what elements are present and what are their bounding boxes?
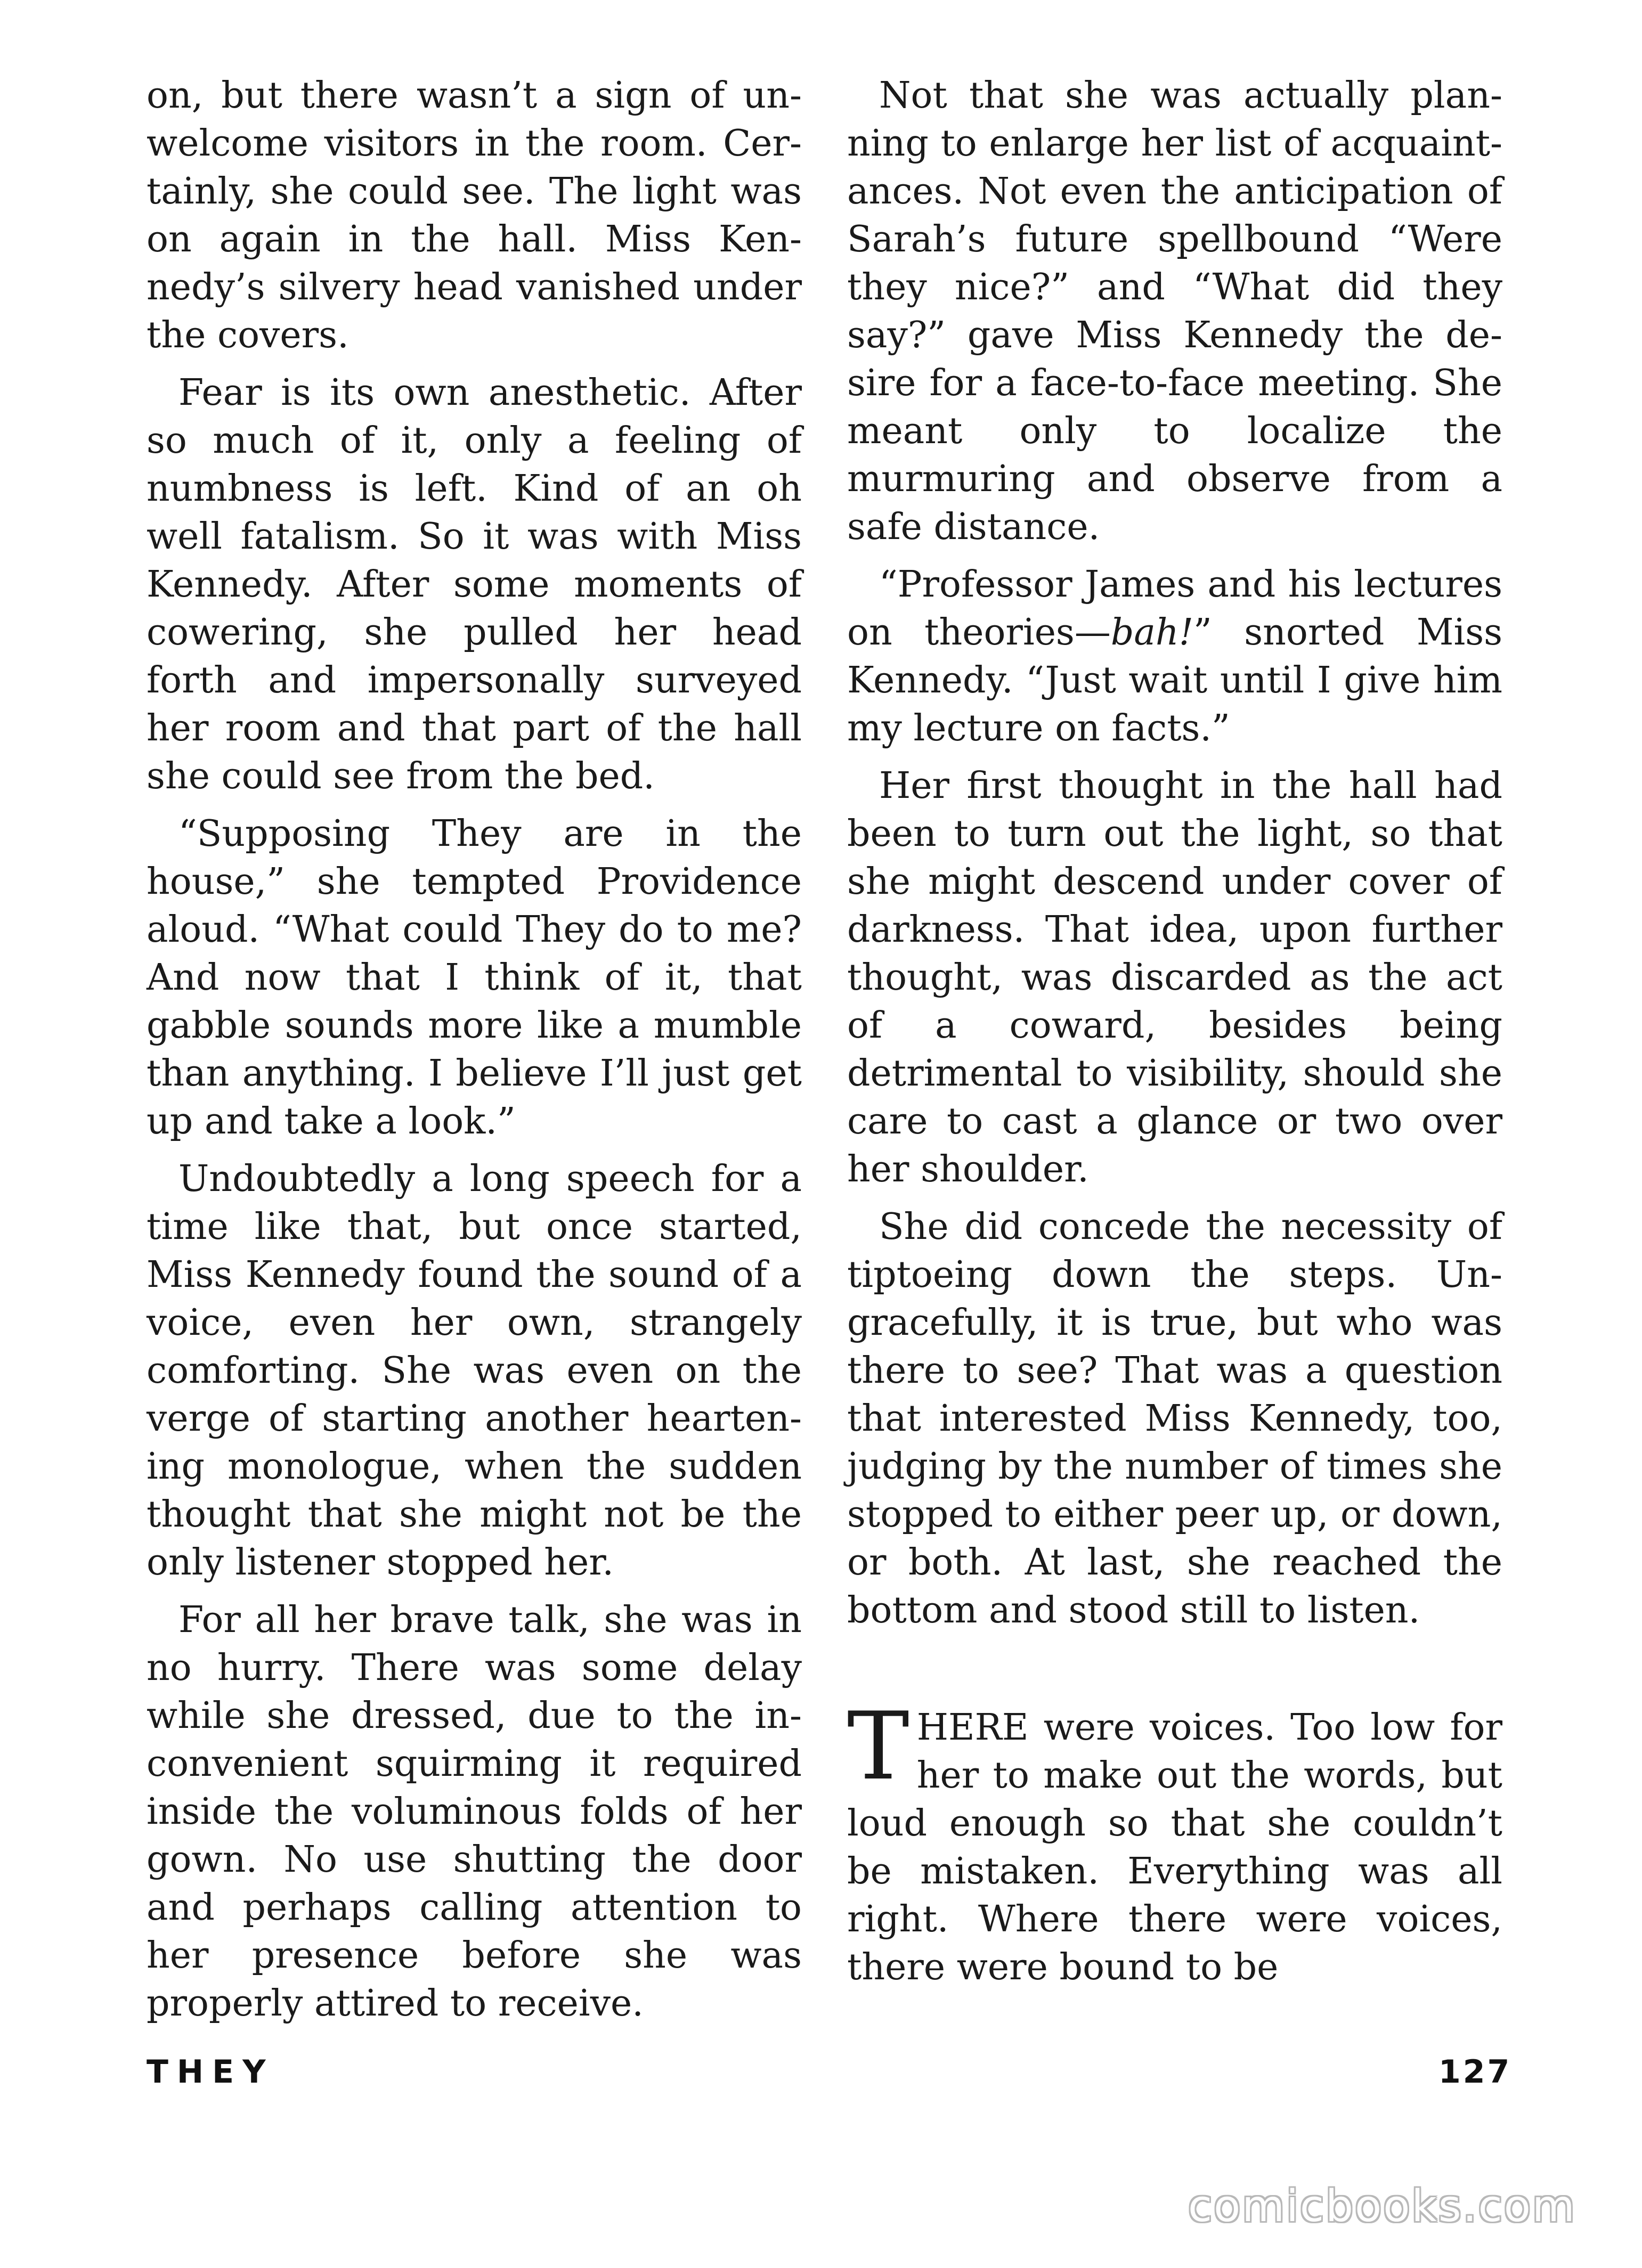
paragraph: Her first thought in the hall had been to turn out the light, so that she might descend under cover of darkness. That idea, upon further thought, was discarded as the act of a coward, besides being detrimental to visibility, should she care to cast a glance or two over her shoulder.	[847, 765, 1502, 1190]
small-caps-lead: HERE	[916, 1707, 1029, 1749]
paragraph: Not that she was actually planning to enlarge her list of acquaintances. Not even the anticipation of Sarah’s future spellbound “Were they nice?” and “What did they say?” gave Miss Kennedy the desire for a face-to-face meeting. She meant only to localize the murmuring and observe from a safe distance.	[847, 75, 1502, 548]
paragraph: Fear is its own anesthetic. After so much of it, only a feeling of numbness is left. Kind of an oh well fatalism. So it was with Miss Kennedy. After some moments of cowering, she pulled her head forth and impersonally surveyed her room and that part of the hall she could see from the bed.	[147, 372, 802, 797]
paragraph-text: were voices. Too low for her to make out the words, but loud enough so that she couldn’t be mistaken. Everything was all right. Where there were voices, there were bound to be	[847, 1707, 1502, 1988]
left-text-column	[147, 72, 802, 2037]
paragraph: Undoubtedly a long speech for a time like that, but once started, Miss Kennedy found the sound of a voice, even her own, strangely comforting. She was even on the verge of starting another heartening monologue, when the sudden thought that she might not be the only listener stopped her.	[147, 1158, 802, 1584]
paragraph: She did concede the necessity of tiptoeing down the steps. Ungracefully, it is true, but who was there to see? That was a question that interested Miss Kennedy, too, judging by the number of times she stopped to either peer up, or down, or both. At last, she reached the bottom and stood still to listen.	[847, 1206, 1502, 1631]
paragraph	[847, 561, 1502, 753]
italic-word: bah!	[1110, 611, 1194, 654]
watermark: comicbooks.com	[1188, 2181, 1576, 2232]
paragraph-text: “Professor James and his lectures on theories—	[847, 564, 1502, 654]
paragraph: “Supposing They are in the house,” she tempted Providence aloud. “What could They do to me? And now that I think of it, that gabble sounds more like a mumble than anything. I believe I’ll just get up and take a look.”	[147, 813, 802, 1143]
page-number: 127	[1438, 2053, 1512, 2091]
drop-cap: T	[847, 1693, 909, 1801]
paragraph-text: ” snorted Miss Kennedy. “Just wait until I give him my lecture on facts.”	[847, 611, 1502, 749]
running-footer-title: THEY	[147, 2053, 274, 2091]
right-text-column	[847, 72, 1502, 2001]
paragraph: on, but there wasn’t a sign of unwelcome visitors in the room. Certainly, she could see. The light was on again in the hall. Miss Kennedy’s silvery head vanished under the covers.	[147, 75, 802, 356]
section-opening-paragraph	[847, 1693, 1502, 1992]
paragraph: For all her brave talk, she was in no hurry. There was some delay while she dressed, due to the inconvenient squirming it required inside the voluminous folds of her gown. No use shutting the door and perhaps calling attention to her presence before she was properly attired to receive.	[147, 1599, 802, 2025]
